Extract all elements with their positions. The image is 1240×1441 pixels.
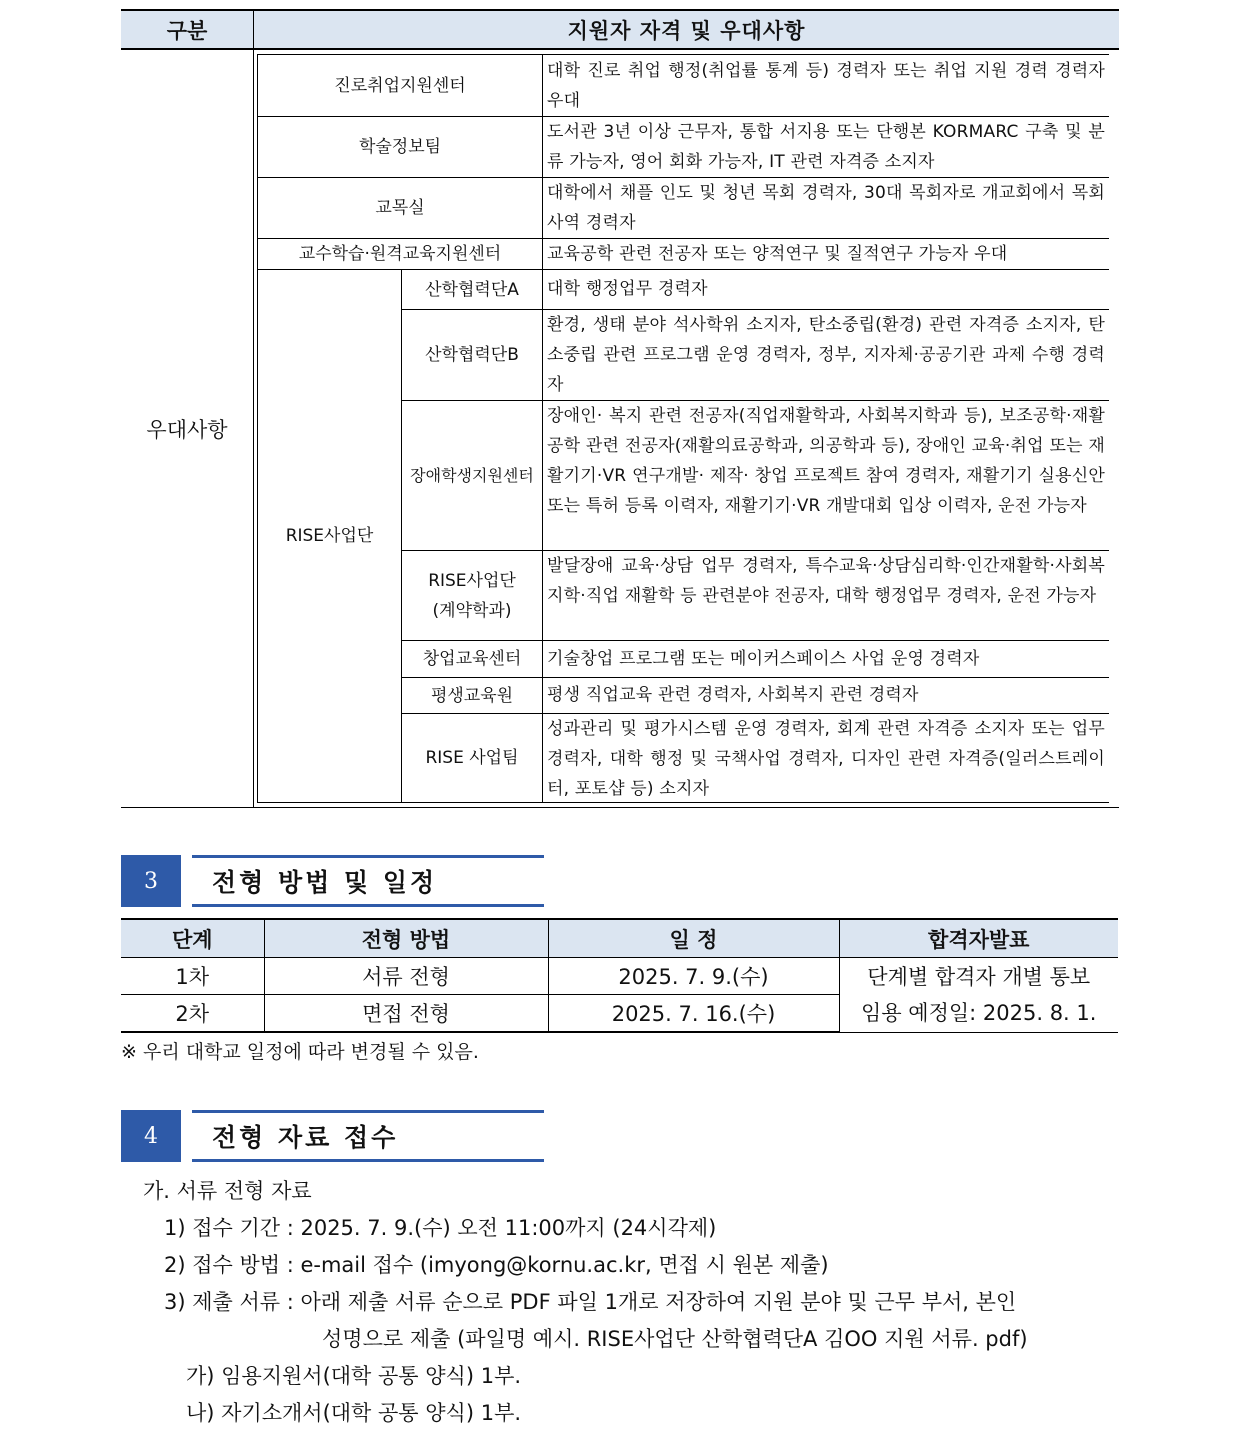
desc-disability-center: 장애인· 복지 관련 전공자(직업재활학과, 사회복지학과 등), 보조공학·재활공학 관련 전공자(재활의료공학과, 의공학과 등), 장애인 교육·취업 또는 재활기기·VR 연구개발· 제작· 창업 프로젝트 참여 경력자, 재활기기 실용신안 또는 특허 등록 이력자, 재활기기·VR 개발대회 입상 이력자, 운전 가능자 [543, 401, 1109, 551]
date-cell: 2025. 7. 16.(수) [548, 995, 839, 1033]
unit-rise-contract-line1: RISE사업단 [428, 570, 516, 591]
result-line1: 단계별 합격자 개별 통보 [867, 964, 1091, 989]
unit-disability-center: 장애학생지원센터 [402, 401, 543, 551]
unit-rise-team: RISE 사업팀 [402, 714, 543, 802]
desc-rise-contract: 발달장애 교육·상담 업무 경력자, 특수교육·상담심리학·인간재활학·사회복지학·직업 재활학 등 관련분야 전공자, 대학 행정업무 경력자, 운전 가능자 [543, 551, 1109, 641]
unit-industry-b: 산학협력단B [402, 310, 543, 401]
method-cell: 면접 전형 [264, 995, 548, 1033]
desc-career-center: 대학 진로 취업 행정(취업률 통계 등) 경력자 또는 취업 지원 경력 경력자 우대 [543, 55, 1109, 117]
header-method: 전형 방법 [264, 919, 548, 958]
unit-rise-contract-line2: (계약학과) [432, 600, 512, 621]
doc-item-documents-cont: 성명으로 제출 (파일명 예시. RISE사업단 산학협력단A 김OO 지원 서류. pdf) [322, 1327, 1028, 1351]
header-date: 일 정 [548, 919, 839, 958]
dept-library-team: 학술정보팀 [258, 117, 543, 178]
desc-library-team: 도서관 3년 이상 근무자, 통합 서지용 또는 단행본 KORMARC 구축 및 분류 가능자, 영어 회화 가능자, IT 관련 자격증 소지자 [543, 117, 1109, 178]
section4-title: 전형 자료 접수 [192, 1110, 544, 1162]
category-label: 우대사항 [121, 50, 254, 808]
doc-item-method [164, 1249, 829, 1279]
stage-cell: 1차 [121, 958, 264, 995]
schedule-table [121, 918, 1118, 1033]
header-content: 지원자 자격 및 우대사항 [567, 18, 806, 43]
desc-lifelong-edu: 평생 직업교육 관련 경력자, 사회복지 관련 경력자 [543, 678, 1109, 714]
dept-chaplain-office: 교목실 [258, 178, 543, 239]
desc-rise-team: 성과관리 및 평가시스템 운영 경력자, 회계 관련 자격증 소지자 또는 업무 경력자, 대학 행정 및 국책사업 경력자, 디자인 관련 자격증(일러스트레이터, 포토샵 등) 소지자 [547, 719, 1105, 799]
desc-chaplain-office: 대학에서 채플 인도 및 청년 목회 경력자, 30대 목회자로 개교회에서 목회 사역 경력자 [543, 178, 1109, 239]
desc-startup-center: 기술창업 프로그램 또는 메이커스페이스 사업 운영 경력자 [543, 641, 1109, 678]
preference-inner-table [257, 54, 1109, 803]
dept-career-center: 진로취업지원센터 [258, 55, 543, 117]
doc-sub-self-introduction: 나) 자기소개서(대학 공통 양식) 1부. [186, 1401, 522, 1425]
unit-rise-contract [402, 551, 543, 641]
doc-item-documents: 3) 제출 서류 : 아래 제출 서류 순으로 PDF 파일 1개로 저장하여 지원 분야 및 근무 부서, 본인 [164, 1290, 1017, 1314]
rise-group-label: RISE사업단 [258, 270, 402, 803]
date-cell: 2025. 7. 9.(수) [548, 958, 839, 995]
header-result: 합격자발표 [839, 919, 1118, 958]
doc-item-period: 1) 접수 기간 : 2025. 7. 9.(수) 오전 11:00까지 (24시각제) [164, 1216, 717, 1240]
desc-industry-a: 대학 행정업무 경력자 [543, 270, 1109, 310]
unit-startup-center: 창업교육센터 [402, 641, 543, 678]
header-category: 구분 [121, 11, 254, 48]
schedule-header-row [121, 919, 1118, 958]
unit-industry-a: 산학협력단A [402, 270, 543, 310]
section3-title: 전형 방법 및 일정 [192, 855, 544, 907]
section3-number: 3 [121, 855, 181, 907]
dept-teaching-center: 교수학습·원격교육지원센터 [258, 239, 543, 270]
desc-industry-b: 환경, 생태 분야 석사학위 소지자, 탄소중립(환경) 관련 자격증 소지자, 탄소중립 관련 프로그램 운영 경력자, 정부, 지자체·공공기관 과제 수행 경력자 [543, 310, 1109, 401]
result-cell [839, 958, 1118, 1033]
doc-item-ga: 가. 서류 전형 자료 [143, 1179, 312, 1203]
schedule-note: ※ 우리 대학교 일정에 따라 변경될 수 있음. [121, 1041, 479, 1063]
qualification-table-body [121, 50, 1119, 808]
section4-number: 4 [121, 1110, 181, 1162]
qualification-table-header [121, 9, 1119, 50]
result-line2: 임용 예정일: 2025. 8. 1. [861, 1000, 1097, 1025]
stage-cell: 2차 [121, 995, 264, 1033]
doc-sub-application-form: 가) 임용지원서(대학 공통 양식) 1부. [186, 1364, 522, 1388]
method-cell: 서류 전형 [264, 958, 548, 995]
table-row [121, 958, 1118, 995]
unit-lifelong-edu: 평생교육원 [402, 678, 543, 714]
desc-teaching-center: 교육공학 관련 전공자 또는 양적연구 및 질적연구 가능자 우대 [543, 239, 1109, 270]
doc-item-method-text: 2) 접수 방법 : e-mail 접수 (imyong@kornu.ac.kr, 면접 시 원본 제출) [164, 1253, 829, 1277]
header-stage: 단계 [121, 919, 264, 958]
